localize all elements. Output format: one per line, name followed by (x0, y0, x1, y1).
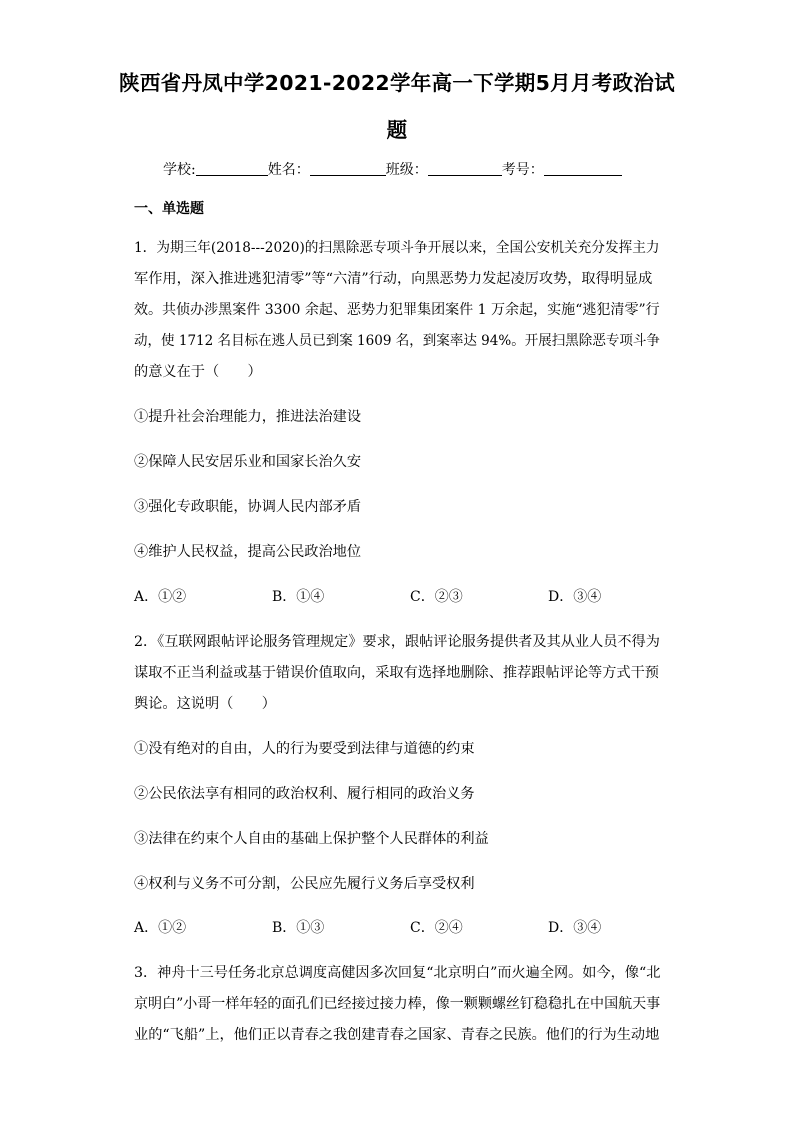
option-c[interactable]: C．②④ (410, 920, 463, 936)
name-blank (310, 161, 386, 176)
option-d[interactable]: D．③④ (548, 589, 602, 605)
question-2-line: 谋取不正当利益或基于错误价值取向，采取有选择地删除、推荐跟帖评论等方式干预 (134, 665, 659, 681)
school-blank (196, 161, 268, 176)
number-label: 考号： (501, 162, 544, 178)
question-2-item: ③法律在约束个人自由的基础上保护整个人民群体的利益 (134, 831, 489, 847)
question-2-item: ①没有绝对的自由，人的行为要受到法律与道德的约束 (134, 741, 475, 757)
option-a[interactable]: A．①② (134, 920, 187, 936)
question-1-item: ④维护人民权益，提高公民政治地位 (134, 544, 362, 560)
option-c[interactable]: C．②③ (410, 589, 463, 605)
school-label: 学校: (163, 162, 196, 178)
question-1-line: 动，使 1712 名目标在逃人员已到案 1609 名，到案率达 94%。开展扫黑除恶专项斗争 (134, 333, 660, 349)
option-d[interactable]: D．③④ (548, 920, 602, 936)
number-blank (544, 161, 622, 176)
question-1-item: ①提升社会治理能力，推进法治建设 (134, 409, 362, 425)
option-b[interactable]: B．①④ (272, 589, 325, 605)
page-title-line1: 陕西省丹凤中学2021-2022学年高一下学期5月月考政治试 (119, 71, 675, 95)
question-1-line: 效。共侦办涉黑案件 3300 余起、恶势力犯罪集团案件 1 万余起，实施“逃犯清零”行 (134, 302, 660, 318)
question-2-item: ②公民依法享有相同的政治权利、履行相同的政治义务 (134, 786, 475, 802)
question-2-item: ④权利与义务不可分割，公民应先履行义务后享受权利 (134, 876, 475, 892)
question-3-line: 3．神舟十三号任务北京总调度高健因多次回复“北京明白”而火遍全网。如今，像“北 (134, 965, 661, 981)
question-3-line: 业的“飞船”上，他们正以青春之我创建青春之国家、青春之民族。他们的行为生动地 (134, 1027, 660, 1043)
question-2-line: 舆论。这说明（ ） (134, 696, 276, 712)
question-1-item: ②保障人民安居乐业和国家长治久安 (134, 454, 362, 470)
question-1-line: 1．为期三年(2018---2020)的扫黑除恶专项斗争开展以来，全国公安机关充分发挥主力 (134, 240, 660, 256)
question-3-line: 京明白”小哥一样年轻的面孔们已经接过接力棒，像一颗颗螺丝钉稳稳扎在中国航天事 (134, 996, 661, 1012)
page-title-line2: 题 (386, 118, 408, 142)
class-label: 班级： (385, 162, 428, 178)
student-info-row (163, 159, 622, 179)
option-a[interactable]: A．①② (134, 589, 187, 605)
class-blank (428, 161, 502, 176)
question-1-line: 的意义在于（ ） (134, 364, 262, 380)
section-title: 一、单选题 (134, 201, 204, 217)
question-1-line: 军作用，深入推进逃犯清零”等“六清”行动，向黑恶势力发起凌厉攻势，取得明显成 (134, 271, 653, 287)
option-b[interactable]: B．①③ (272, 920, 325, 936)
name-label: 姓名： (267, 162, 310, 178)
question-2-line: 2．《互联网跟帖评论服务管理规定》要求，跟帖评论服务提供者及其从业人员不得为 (134, 634, 660, 650)
question-1-item: ③强化专政职能，协调人民内部矛盾 (134, 499, 362, 515)
